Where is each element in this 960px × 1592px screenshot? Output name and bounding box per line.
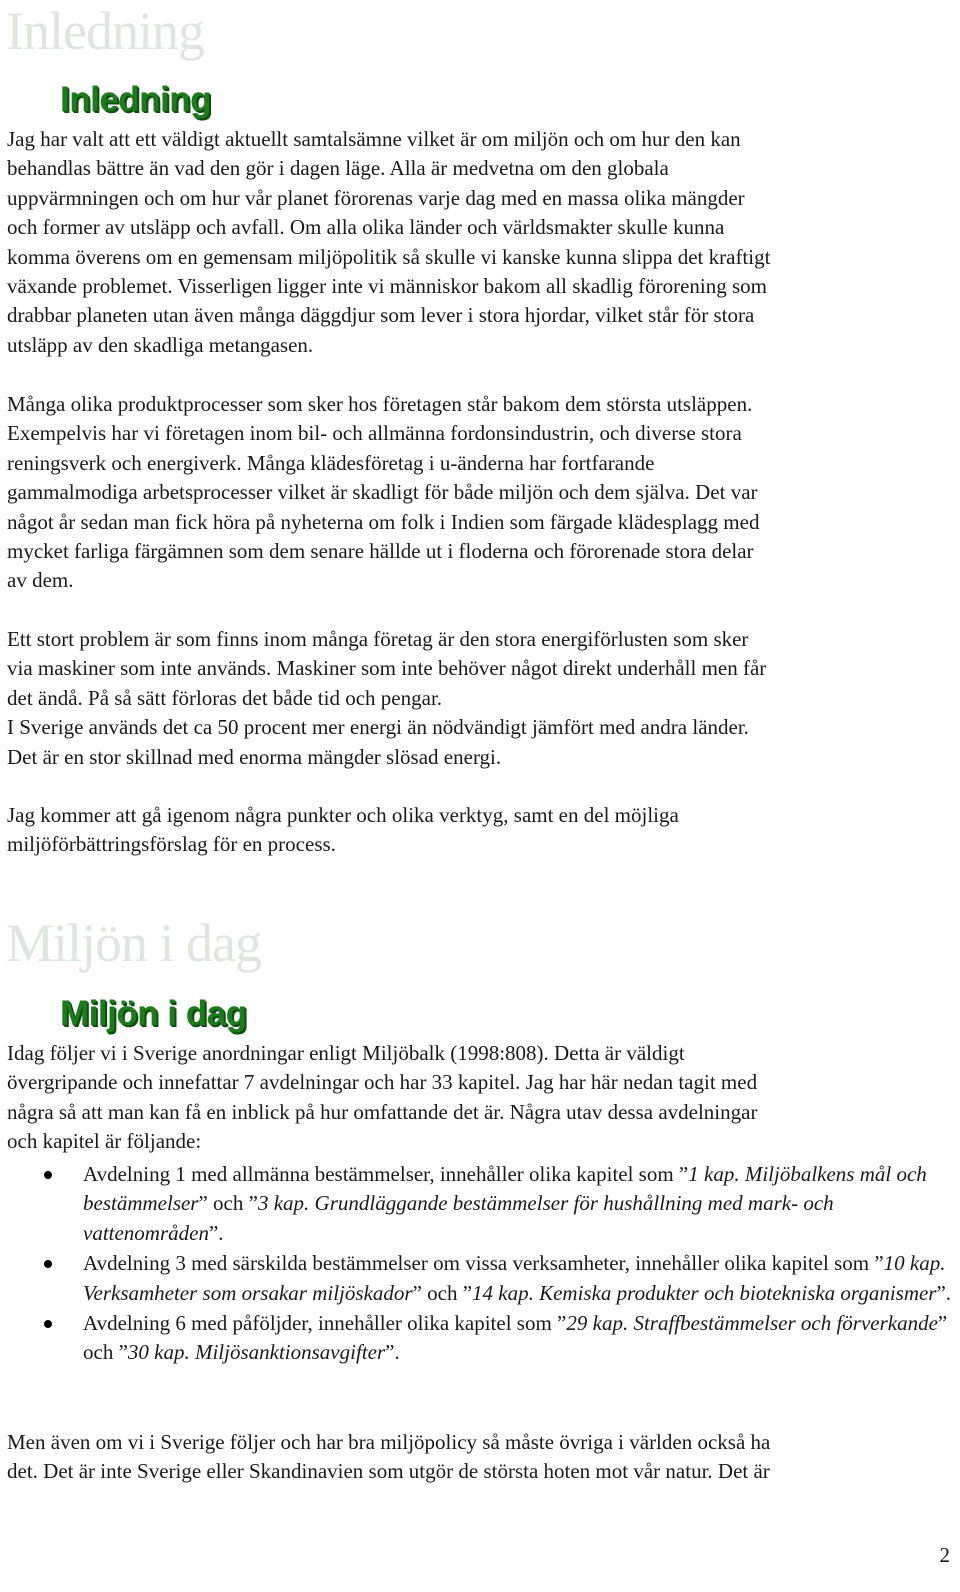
ghost-title-intro: Inledning [6, 1, 204, 61]
list-item: Avdelning 3 med särskilda bestämmelser om vissa verksamheter, innehåller olika kapitel som ”10 kap. Verksamheter som orsakar miljöskador” och ”14 kap. Kemiska produkter och biotekniska organismer”. [0, 1249, 955, 1308]
intro-paragraph-4 [7, 801, 952, 860]
section-heading-today: Miljön i dag [60, 994, 247, 1033]
text-line: behandlas bättre än vad den gör i dagen läge. Alla är medvetna om den globala [7, 156, 669, 181]
text-line: övergripande och innefattar 7 avdelningar och har 33 kapitel. Jag har här nedan tagit med [7, 1070, 758, 1095]
intro-paragraph-3 [7, 625, 952, 772]
intro-paragraph-2 [7, 390, 952, 596]
list-item: Avdelning 6 med påföljder, innehåller olika kapitel som ”29 kap. Straffbestämmelser och förverkande” och ”30 kap. Miljösanktionsavgifter”. [0, 1309, 955, 1368]
text-line: drabbar planeten utan även många däggdjur som lever i stora hjordar, vilket står för stora [7, 303, 755, 328]
intro-paragraph-1 [7, 125, 952, 360]
today-paragraph [7, 1039, 952, 1157]
text-line: Det är en stor skillnad med enorma mängder slösad energi. [7, 744, 502, 769]
bullet-icon [44, 1260, 52, 1268]
text-line: Jag kommer att gå igenom några punkter och olika verktyg, samt en del möjliga [7, 803, 679, 827]
text-line: Jag har valt att ett väldigt aktuellt samtalsämne vilket är om miljön och om hur den kan [7, 127, 741, 151]
text-line: av dem. [7, 568, 74, 593]
text-line: utsläpp av den skadliga metangasen. [7, 332, 314, 357]
text-line: växande problemet. Visserligen ligger inte vi människor bakom all skadlig förorening som [7, 274, 768, 299]
text-line: Exempelvis har vi företagen inom bil- och allmänna fordonsindustrin, och diverse stora [7, 421, 742, 446]
text-line: miljöförbättringsförslag för en process. [7, 832, 336, 857]
closing-paragraph [7, 1428, 952, 1487]
text-line: det ändå. På så sätt förloras det både tid och pengar. [7, 685, 443, 710]
text-line: och former av utsläpp och avfall. Om alla olika länder och världsmakter skulle kunna [7, 215, 725, 240]
text-line: gammalmodiga arbetsprocesser vilket är skadligt för både miljön och dem själva. Det var [7, 480, 758, 505]
text-line: I Sverige används det ca 50 procent mer energi än nödvändigt jämfört med andra länder. [7, 715, 749, 740]
text-line: mycket farliga färgämnen som dem senare hällde ut i floderna och förorenade stora delar [7, 539, 754, 564]
ghost-title-today: Miljön i dag [6, 913, 261, 973]
bullet-icon [44, 1320, 52, 1328]
text-line: reningsverk och energiverk. Många klädesföretag i u-änderna har fortfarande [7, 450, 655, 475]
text-line: via maskiner som inte används. Maskiner som inte behöver något direkt underhåll men får [7, 656, 767, 681]
text-line: några så att man kan få en inblick på hur omfattande det är. Några utav dessa avdelningar [7, 1099, 758, 1124]
text-line: Men även om vi i Sverige följer och har bra miljöpolicy så måste övriga i världen också ha [7, 1430, 771, 1454]
text-line: Idag följer vi i Sverige anordningar enligt Miljöbalk (1998:808). Detta är väldigt [7, 1041, 685, 1065]
text-line: komma överens om en gemensam miljöpolitik så skulle vi kanske kunna slippa det kraftigt [7, 244, 771, 269]
text-line: uppvärmningen och om hur vår planet förorenas varje dag med en massa olika mängder [7, 185, 745, 210]
text-line: Ett stort problem är som finns inom många företag är den stora energiförlusten som sker [7, 627, 749, 651]
page-number: 2 [939, 1543, 950, 1567]
list-item: Avdelning 1 med allmänna bestämmelser, innehåller olika kapitel som ”1 kap. Miljöbalkens mål och bestämmelser” och ”3 kap. Grundläggande bestämmelser för hushållning med mark- och vattenområden”. [0, 1160, 955, 1248]
text-line: Många olika produktprocesser som sker hos företagen står bakom dem största utsläppen. [7, 392, 753, 416]
section-heading-intro: Inledning [60, 80, 212, 119]
chapter-list [0, 1160, 955, 1369]
text-line: det. Det är inte Sverige eller Skandinavien som utgör de största hoten mot vår natur. Det är [7, 1459, 770, 1484]
bullet-icon [44, 1171, 52, 1179]
text-line: och kapitel är följande: [7, 1129, 202, 1154]
text-line: något år sedan man fick höra på nyheterna om folk i Indien som färgade klädesplagg med [7, 509, 760, 534]
